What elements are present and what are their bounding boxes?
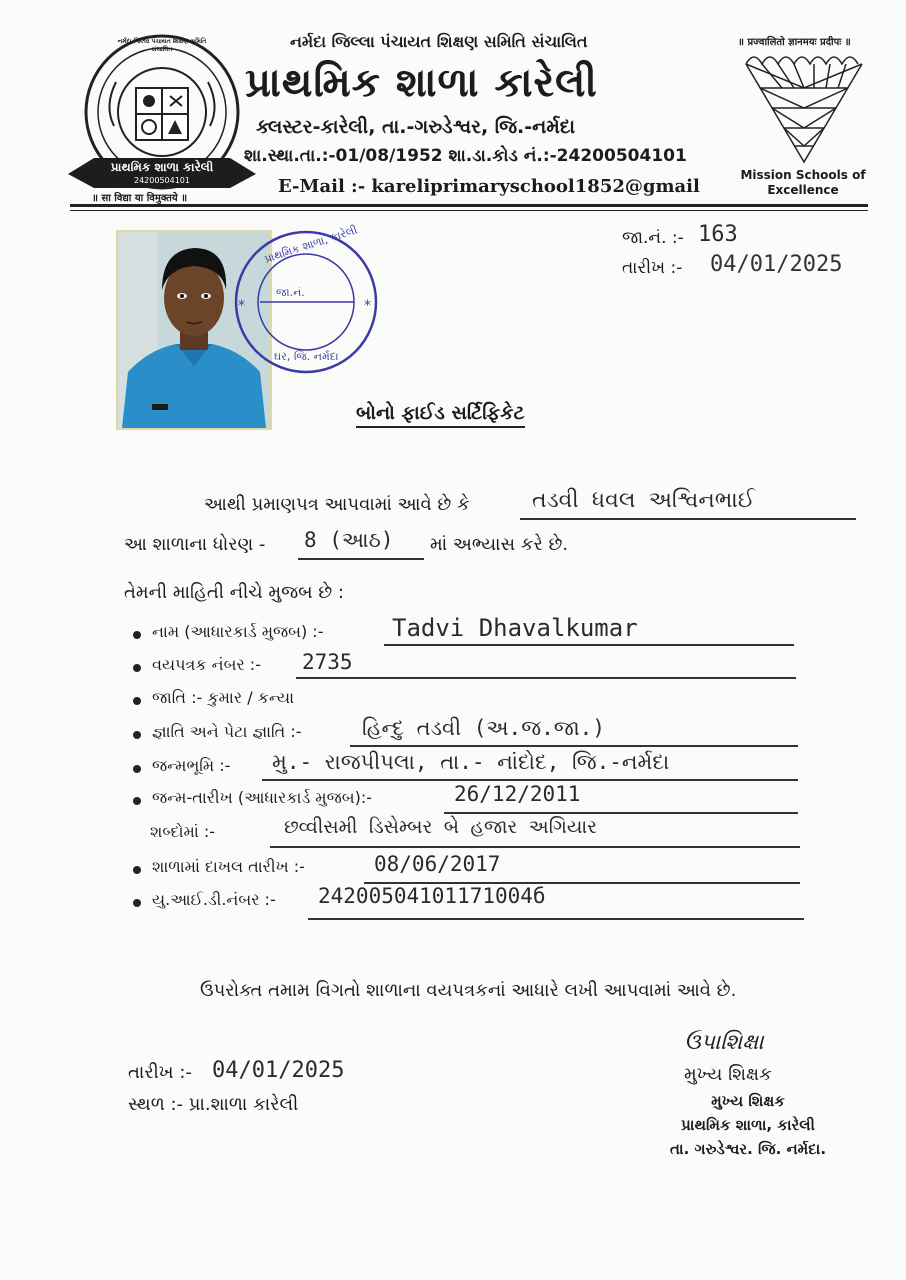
bullet-register <box>133 664 141 672</box>
signature-stamp <box>628 1092 868 1158</box>
mission-logo <box>742 50 866 166</box>
reference-number-label: જા.નં. :- <box>622 228 684 248</box>
signature-stamp-line3: તા. ગરુડેશ્વર. જિ. નર્મદા. <box>669 1140 827 1158</box>
field-label-caste: જ્ઞાતિ અને પેટા જ્ઞાતિ :- <box>152 722 302 741</box>
issue-date-value: 04/01/2025 <box>710 252 843 277</box>
header-authority-line: નર્મદા જિલ્લા પંચાયત શિક્ષણ સમિતિ સંચાલિત <box>290 32 588 51</box>
stamp-bottom-text: ઘર, જિ. નર્મદા <box>274 350 339 363</box>
field-value-uid: 24200504101171004б <box>318 884 546 908</box>
field-underline-birthdate <box>444 812 798 814</box>
field-underline-caste <box>350 745 798 747</box>
footer-date-label: તારીખ :- <box>128 1062 192 1083</box>
field-label-admission: શાળામાં દાખલ તારીખ :- <box>152 857 305 876</box>
logo-banner-text: પ્રાથમિક શાળા કારેલી <box>110 160 214 174</box>
closing-statement: ઉપરોક્ત તમામ વિગતો શાળાના વયપત્રકનાં આધારે લખી આપવામાં આવે છે. <box>200 980 737 1001</box>
certificate-title: બોનો ફાઈડ સર્ટિફિકેટ <box>356 402 525 428</box>
bullet-birthdate <box>133 797 141 805</box>
field-underline-register <box>296 677 796 679</box>
header-email: E-Mail :- kareliprimaryschool1852@gmail <box>278 176 700 197</box>
stamp-inner-text: જા.નં. <box>276 286 305 299</box>
svg-text:*: * <box>364 298 371 314</box>
header-rule <box>70 204 868 207</box>
field-value-admission: 08/06/2017 <box>374 852 501 876</box>
school-name-title: પ્રાથમિક શાળા કારેલી <box>245 60 598 106</box>
field-label-birthplace: જન્મભૂમિ :- <box>152 756 231 775</box>
field-label-register: વયપત્રક નંબર :- <box>152 655 261 674</box>
logo-ring-top-text: નર્મદા જિલ્લા પંચાયત શિક્ષણ સમિતિ સંચાલિત <box>117 38 207 53</box>
bullet-gender <box>133 697 141 705</box>
bullet-uid <box>133 899 141 907</box>
standard-prefix: આ શાળાના ધોરણ - <box>124 534 266 555</box>
svg-text:*: * <box>238 298 245 314</box>
motto-right: ॥ प्रज्वालितो ज्ञानमयः प्रदीपः ॥ <box>738 37 851 48</box>
field-label-in-words: શબ્દોમાં :- <box>150 822 216 841</box>
standard-underline <box>298 558 424 560</box>
signature-scribble: ઉપાશિક્ષા <box>684 1030 764 1055</box>
standard-suffix: માં અભ્યાસ કરે છે. <box>430 534 569 555</box>
field-value-birthplace: મુ.- રાજપીપલા, તા.- નાંદોદ, જિ.-નર્મદા <box>272 750 670 774</box>
field-label-birthdate: જન્મ-તારીખ (આધારકાર્ડ મુજબ):- <box>152 788 372 807</box>
header-establishment-line: શા.સ્થા.તા.:-01/08/1952 શા.ડા.કોડ નં.:-24200504101 <box>244 146 687 166</box>
info-heading: તેમની માહિતી નીચે મુજબ છે : <box>124 582 344 603</box>
header-cluster-line: ક્લસ્ટર-કારેલી, તા.-ગરુડેશ્વર, જિ.-નર્મદા <box>256 116 576 138</box>
signature-stamp-line2: પ્રાથમિક શાળા, કારેલી <box>681 1116 815 1134</box>
bullet-birthplace <box>133 765 141 773</box>
footer-place: સ્થળ :- પ્રા.શાળા કારેલી <box>128 1094 299 1115</box>
bullet-name <box>133 631 141 639</box>
bullet-caste <box>133 731 141 739</box>
mission-text: Mission Schools of Excellence <box>740 168 866 197</box>
field-value-in-words: છવ્વીસમી ડિસેમ્બર બે હજાર અગિયાર <box>284 816 597 838</box>
field-label-uid: યુ.આઈ.ડી.નંબર :- <box>152 890 276 909</box>
field-label-name: નામ (આધારકાર્ડ મુજબ) :- <box>152 622 324 641</box>
field-value-birthdate: 26/12/2011 <box>454 782 581 806</box>
stamp-ring-text: પ્રાથમિક શાળા, કારેલી <box>262 223 359 266</box>
school-round-stamp <box>226 223 382 376</box>
field-value-caste: હિન્દુ તડવી (અ.જ.જા.) <box>362 716 605 740</box>
field-underline-in-words <box>270 846 800 848</box>
field-value-name: Tadvi Dhavalkumar <box>392 614 638 642</box>
header-rule-thin <box>70 210 868 211</box>
reference-number-value: 163 <box>698 222 738 247</box>
intro-text: આથી પ્રમાણપત્ર આપવામાં આવે છે કે <box>204 494 470 515</box>
field-label-gender: જાતિ :- કુમાર / કન્યા <box>152 688 295 707</box>
field-underline-name <box>384 644 794 646</box>
signature-stamp-line1: મુખ્ય શિક્ષક <box>711 1092 785 1110</box>
logo-code: 24200504101 <box>134 176 190 185</box>
bullet-admission <box>133 866 141 874</box>
student-name-underline <box>520 518 856 520</box>
school-logo <box>64 26 260 202</box>
field-underline-uid <box>308 918 804 920</box>
student-name-handwritten: તડવી ધવલ અશ્વિનભાઈ <box>532 488 755 513</box>
motto-left: ॥ सा विद्या या विमुक्तये ॥ <box>92 193 188 204</box>
footer-date-value: 04/01/2025 <box>212 1058 345 1083</box>
issue-date-label: તારીખ :- <box>622 258 683 278</box>
standard-value: 8 (આઠ) <box>304 528 394 552</box>
field-underline-birthplace <box>262 779 798 781</box>
signature-hand-title: મુખ્ય શિક્ષક <box>684 1064 772 1085</box>
field-value-register: 2735 <box>302 650 353 674</box>
